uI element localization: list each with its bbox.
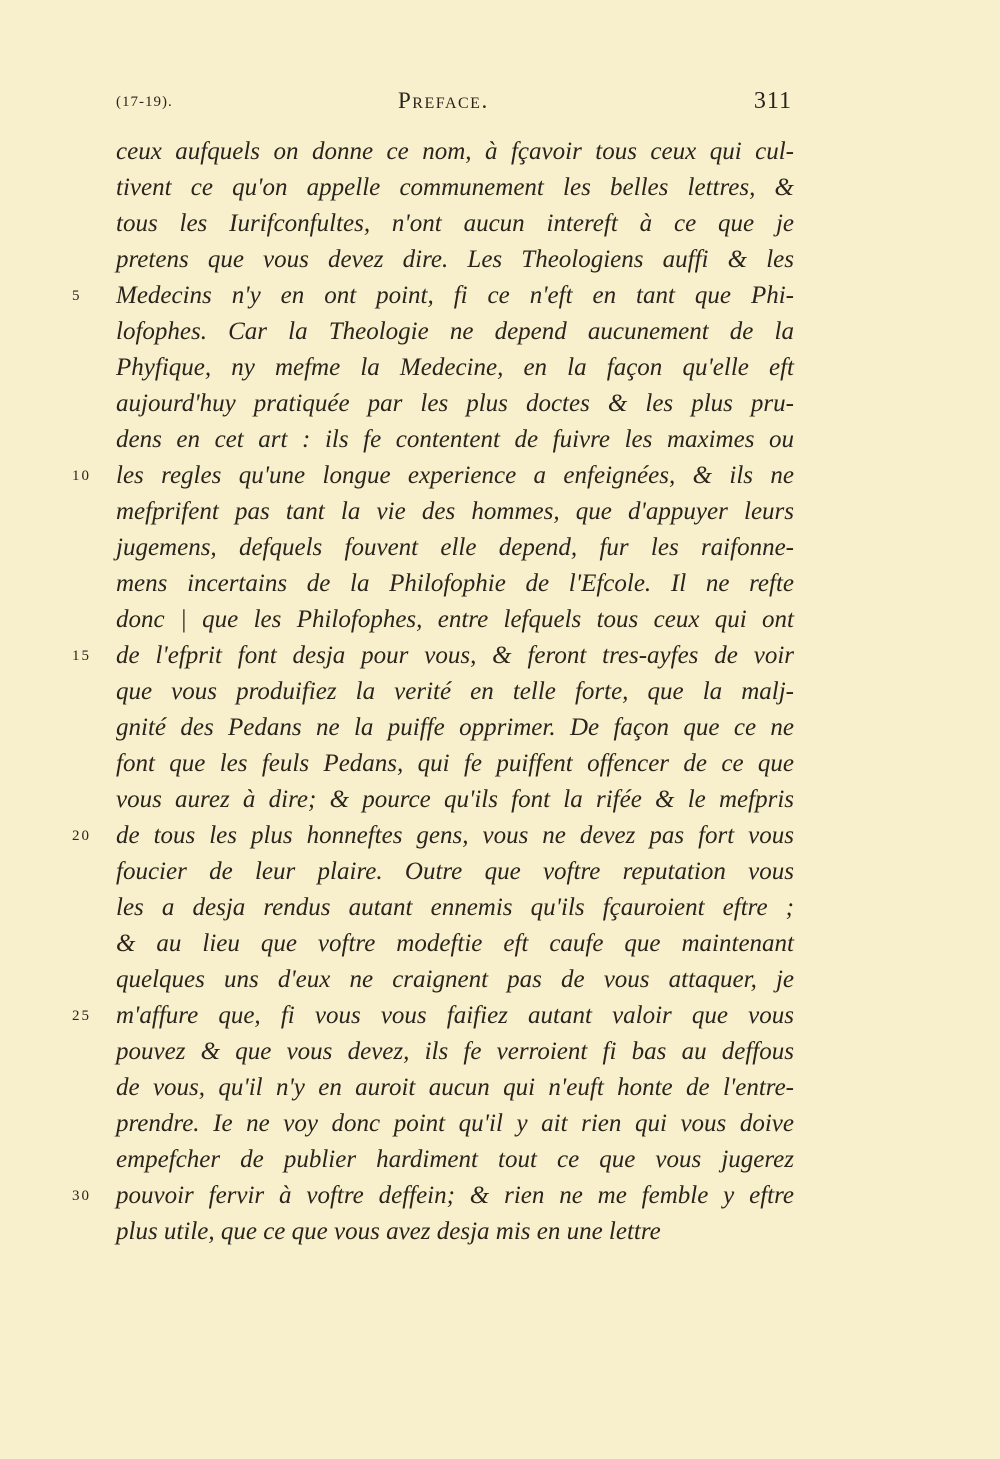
text-line bbox=[116, 1106, 794, 1142]
text-line bbox=[116, 170, 794, 206]
line-text: donc | que les Philofophes, entre lefquels tous ceux qui ont bbox=[116, 606, 794, 633]
text-line bbox=[72, 818, 794, 854]
text-line bbox=[72, 1178, 794, 1214]
line-text: mens incertains de la Philofophie de l'Efcole. Il ne refte bbox=[116, 570, 794, 597]
line-number: 30 bbox=[72, 1188, 91, 1204]
line-text: plus utile, que ce que vous avez desja mis en une lettre bbox=[116, 1218, 661, 1245]
text-line bbox=[116, 674, 794, 710]
text-line bbox=[116, 242, 794, 278]
line-number: 20 bbox=[72, 828, 91, 844]
text-line bbox=[116, 134, 794, 170]
text-line bbox=[116, 782, 794, 818]
text-line bbox=[116, 566, 794, 602]
line-text: m'affure que, fi vous vous faifiez autant valoir que vous bbox=[116, 1002, 794, 1029]
text-line bbox=[116, 1214, 794, 1250]
text-line bbox=[72, 278, 794, 314]
line-text: ceux aufquels on donne ce nom, à fçavoir tous ceux qui cul- bbox=[116, 138, 794, 165]
text-line bbox=[116, 422, 794, 458]
text-line bbox=[116, 530, 794, 566]
text-line bbox=[116, 602, 794, 638]
text-line bbox=[116, 962, 794, 998]
line-number: 10 bbox=[72, 468, 91, 484]
line-text: tous les Iurifconfultes, n'ont aucun intereft à ce que je bbox=[116, 210, 794, 237]
text-line bbox=[116, 314, 794, 350]
page-number: 311 bbox=[753, 88, 792, 114]
text-line bbox=[116, 350, 794, 386]
line-text: font que les feuls Pedans, qui fe puiffent offencer de ce que bbox=[116, 750, 794, 777]
running-title: Preface. bbox=[398, 88, 489, 113]
text-line bbox=[116, 1142, 794, 1178]
text-line bbox=[116, 1034, 794, 1070]
line-text: prendre. Ie ne voy donc point qu'il y ait rien qui vous doive bbox=[116, 1110, 794, 1137]
line-number: 15 bbox=[72, 648, 91, 664]
line-text: jugemens, defquels fouvent elle depend, fur les raifonne- bbox=[116, 534, 794, 561]
text-line bbox=[116, 386, 794, 422]
line-text: les a desja rendus autant ennemis qu'ils fçauroient eftre ; bbox=[116, 894, 794, 921]
line-text: de l'efprit font desja pour vous, & feront tres-ayfes de voir bbox=[116, 642, 794, 669]
line-text: de tous les plus honneftes gens, vous ne devez pas fort vous bbox=[116, 822, 794, 849]
line-text: de vous, qu'il n'y en auroit aucun qui n'euft honte de l'entre- bbox=[116, 1074, 794, 1101]
page-header bbox=[0, 88, 1000, 118]
text-line bbox=[116, 710, 794, 746]
text-line bbox=[72, 998, 794, 1034]
text-line bbox=[72, 458, 794, 494]
line-text: & au lieu que voftre modeftie eft caufe que maintenant bbox=[116, 930, 794, 957]
line-number: 25 bbox=[72, 1008, 91, 1024]
line-text: vous aurez à dire; & pource qu'ils font la rifée & le mefpris bbox=[116, 786, 794, 813]
line-text: empefcher de publier hardiment tout ce que vous jugerez bbox=[116, 1146, 794, 1173]
line-text: pouvoir fervir à voftre deffein; & rien ne me femble y eftre bbox=[116, 1182, 794, 1209]
line-text: Phyfique, ny mefme la Medecine, en la façon qu'elle eft bbox=[116, 354, 794, 381]
line-text: tivent ce qu'on appelle communement les belles lettres, & bbox=[116, 174, 794, 201]
body-text bbox=[72, 134, 794, 1250]
line-text: gnité des Pedans ne la puiffe opprimer. De façon que ce ne bbox=[116, 714, 794, 741]
text-line bbox=[116, 746, 794, 782]
line-text: lofophes. Car la Theologie ne depend aucunement de la bbox=[116, 318, 794, 345]
section-reference: (17-19). bbox=[116, 94, 173, 110]
line-text: dens en cet art : ils fe contentent de fuivre les maximes ou bbox=[116, 426, 794, 453]
line-text: Medecins n'y en ont point, fi ce n'eft en tant que Phi- bbox=[116, 282, 794, 309]
text-line bbox=[116, 1070, 794, 1106]
text-line bbox=[116, 494, 794, 530]
text-line bbox=[116, 206, 794, 242]
text-line bbox=[116, 854, 794, 890]
line-text: les regles qu'une longue experience a enfeignées, & ils ne bbox=[116, 462, 794, 489]
text-line bbox=[72, 638, 794, 674]
line-text: aujourd'huy pratiquée par les plus doctes & les plus pru- bbox=[116, 390, 794, 417]
line-text: foucier de leur plaire. Outre que voftre reputation vous bbox=[116, 858, 794, 885]
line-text: quelques uns d'eux ne craignent pas de vous attaquer, je bbox=[116, 966, 794, 993]
line-text: pretens que vous devez dire. Les Theologiens auffi & les bbox=[116, 246, 794, 273]
line-text: pouvez & que vous devez, ils fe verroient fi bas au deffous bbox=[116, 1038, 794, 1065]
line-text: mefprifent pas tant la vie des hommes, que d'appuyer leurs bbox=[116, 498, 794, 525]
text-line bbox=[116, 890, 794, 926]
text-line bbox=[116, 926, 794, 962]
line-text: que vous produifiez la verité en telle forte, que la malj- bbox=[116, 678, 794, 705]
line-number: 5 bbox=[72, 288, 82, 304]
